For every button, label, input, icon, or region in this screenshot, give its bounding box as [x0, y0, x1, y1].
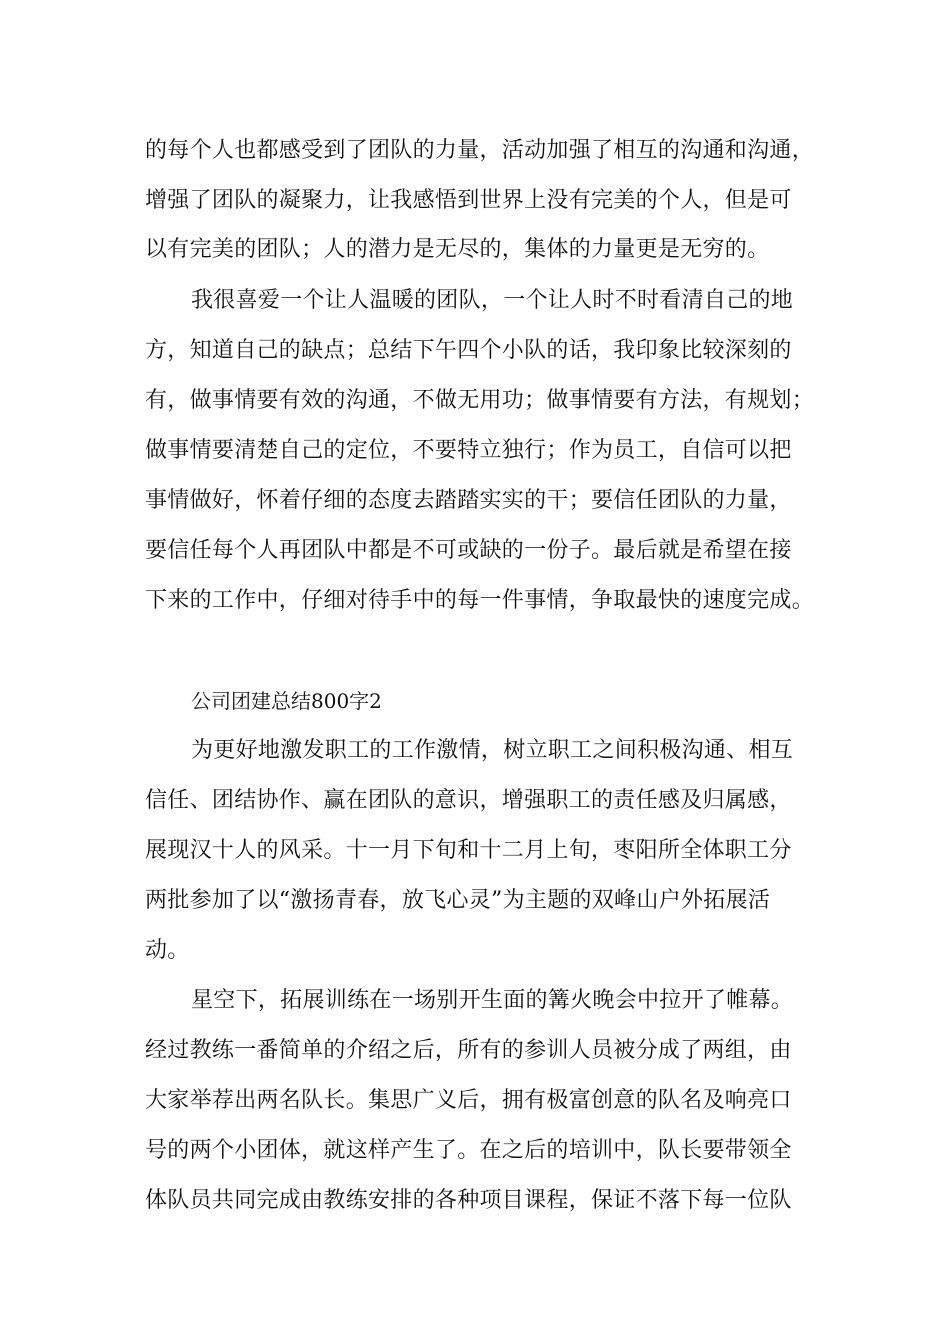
paragraph-line: 体队员共同完成由教练安排的各种项目课程，保证不落下每一位队	[145, 1188, 792, 1213]
paragraph-line: 以有完美的团队；人的潜力是无尽的，集体的力量更是无穷的。	[145, 237, 770, 262]
paragraph-line: 两批参加了以“激扬青春，放飞心灵”为主题的双峰山户外拓展活	[145, 888, 771, 913]
paragraph-line: 为更好地激发职工的工作激情，树立职工之间积极沟通、相互	[191, 738, 794, 763]
paragraph-line: 动。	[145, 938, 190, 963]
paragraph-line: 有，做事情要有效的沟通，不做无用功；做事情要有方法，有规划；	[145, 388, 815, 413]
paragraph-line: 大家举荐出两名队长。集思广义后，拥有极富创意的队名及响亮口	[145, 1088, 792, 1113]
paragraph-line: 事情做好，怀着仔细的态度去踏踏实实的干；要信任团队的力量，	[145, 488, 792, 513]
paragraph-line: 下来的工作中，仔细对待手中的每一件事情，争取最快的速度完成。	[145, 588, 815, 613]
paragraph-line: 我很喜爱一个让人温暖的团队，一个让人时不时看清自己的地	[191, 288, 794, 313]
paragraph-line: 方，知道自己的缺点；总结下午四个小队的话，我印象比较深刻的	[145, 338, 792, 363]
paragraph-line: 信任、团结协作、赢在团队的意识，增强职工的责任感及归属感，	[145, 788, 792, 813]
paragraph-line: 要信任每个人再团队中都是不可或缺的一份子。最后就是希望在接	[145, 538, 792, 563]
paragraph-line: 的每个人也都感受到了团队的力量，活动加强了相互的沟通和沟通，	[145, 138, 815, 163]
paragraph-line: 经过教练一番简单的介绍之后，所有的参训人员被分成了两组，由	[145, 1038, 792, 1063]
paragraph-line: 号的两个小团体，就这样产生了。在之后的培训中，队长要带领全	[145, 1138, 792, 1163]
paragraph-line: 展现汉十人的风采。十一月下旬和十二月上旬，枣阳所全体职工分	[145, 838, 792, 863]
paragraph-line: 星空下，拓展训练在一场别开生面的篝火晚会中拉开了帷幕。	[191, 988, 794, 1013]
paragraph-line: 增强了团队的凝聚力，让我感悟到世界上没有完美的个人，但是可	[145, 188, 792, 213]
section-title: 公司团建总结800字2	[191, 689, 382, 713]
paragraph-line: 做事情要清楚自己的定位，不要特立独行；作为员工，自信可以把	[145, 438, 792, 463]
